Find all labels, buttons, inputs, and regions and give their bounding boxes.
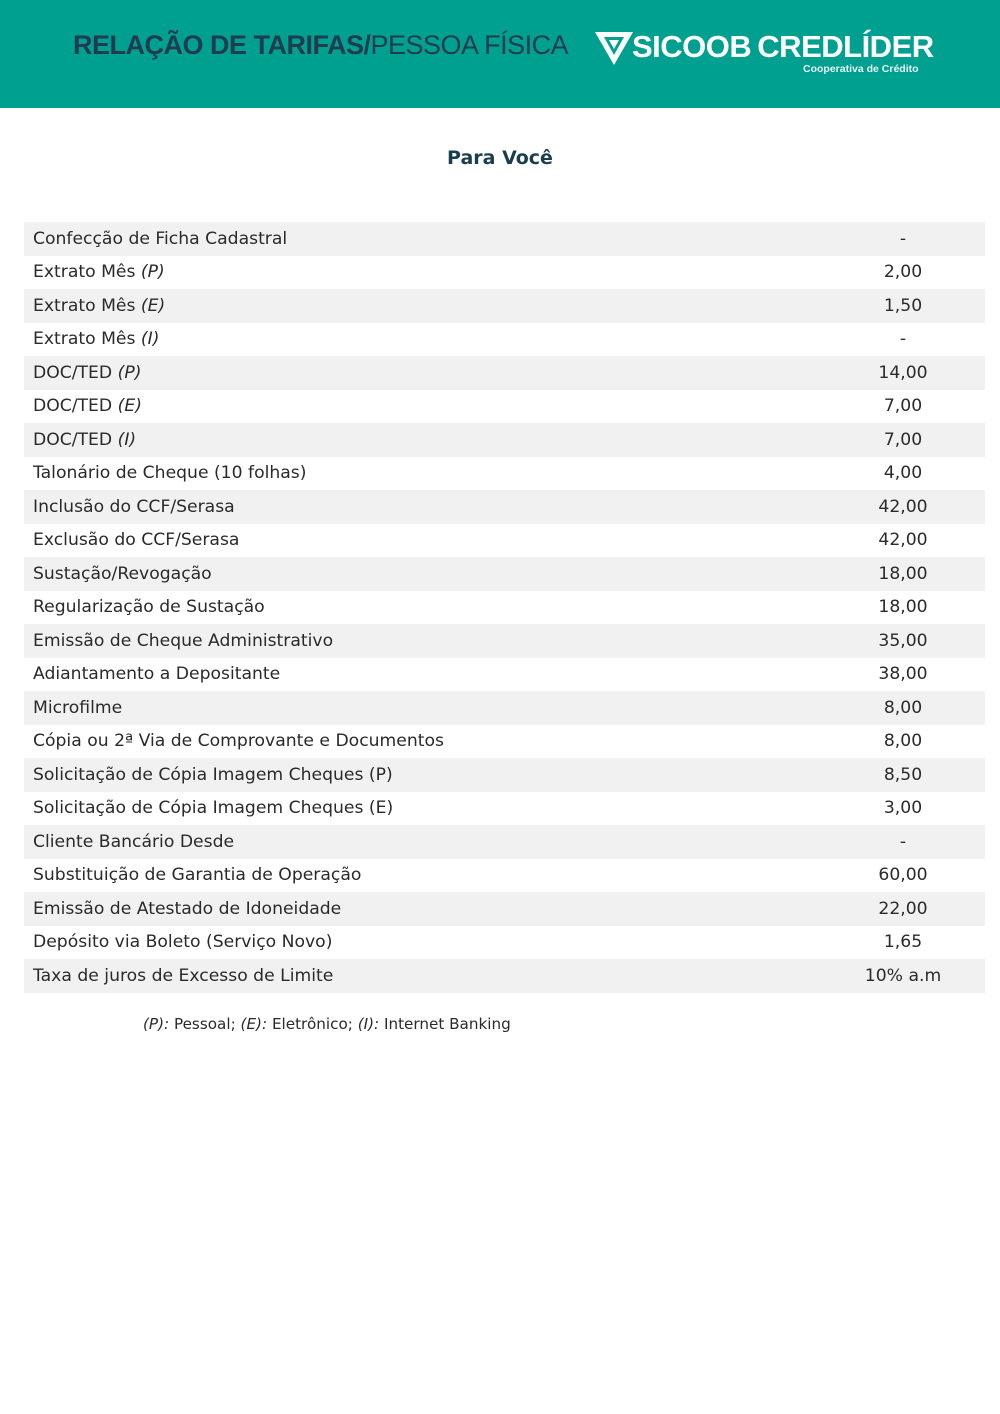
rate-label-text: Extrato Mês — [33, 329, 136, 350]
table-row — [24, 490, 985, 524]
legend-p-text: Pessoal; — [173, 1015, 236, 1033]
rate-label-text: Depósito via Boleto (Serviço Novo) — [33, 932, 333, 953]
brand-name — [632, 29, 934, 65]
rate-value: 35,00 — [878, 630, 928, 651]
table-row — [24, 926, 985, 960]
rate-label — [24, 463, 823, 483]
table-row — [24, 256, 985, 290]
rate-label-tag: (E) — [140, 295, 166, 316]
brand-tagline: Cooperativa de Crédito — [803, 63, 919, 75]
rate-label-text: Extrato Mês — [33, 295, 136, 316]
rate-value: 38,00 — [878, 664, 928, 685]
table-row — [24, 859, 985, 893]
rate-value: 42,00 — [878, 496, 928, 517]
table-row — [24, 289, 985, 323]
table-row — [24, 892, 985, 926]
sicoob-logo-icon — [594, 31, 634, 67]
sicoob-logo — [594, 31, 934, 79]
table-row — [24, 591, 985, 625]
rate-label-text: Solicitação de Cópia Imagem Cheques (E) — [33, 798, 394, 819]
table-row — [24, 222, 985, 256]
rate-label-text: DOC/TED — [33, 396, 113, 417]
rate-label — [24, 396, 823, 416]
rate-label — [24, 296, 823, 316]
table-row — [24, 457, 985, 491]
rate-value: 60,00 — [878, 865, 928, 886]
rate-label — [24, 765, 823, 785]
rate-label-text: DOC/TED — [33, 362, 113, 383]
rate-value: 7,00 — [883, 429, 923, 450]
legend-i-key: (I): — [357, 1015, 380, 1033]
table-row — [24, 423, 985, 457]
rate-label — [24, 698, 823, 718]
rate-label-text: Solicitação de Cópia Imagem Cheques (P) — [33, 764, 393, 785]
rate-value: 2,00 — [883, 262, 923, 283]
rate-label — [24, 899, 823, 919]
legend — [143, 1015, 511, 1033]
page-header — [0, 0, 1000, 108]
rate-label — [24, 497, 823, 517]
rate-label-tag: (I) — [140, 329, 160, 350]
rate-label-text: Confecção de Ficha Cadastral — [33, 228, 288, 249]
rate-value: 18,00 — [878, 563, 928, 584]
table-row — [24, 658, 985, 692]
rate-label-text: Cópia ou 2ª Via de Comprovante e Documentos — [33, 731, 444, 752]
table-row — [24, 725, 985, 759]
rate-value: 8,00 — [883, 731, 923, 752]
rate-label — [24, 631, 823, 651]
rate-label-tag: (E) — [117, 396, 142, 417]
rate-label-tag: (P) — [117, 362, 142, 383]
table-row — [24, 825, 985, 859]
rate-value: 10% a.m — [864, 965, 942, 986]
table-row — [24, 356, 985, 390]
rate-label-text: Substituição de Garantia de Operação — [33, 865, 362, 886]
brand-part2: CREDLÍDER — [757, 29, 934, 64]
rate-value: 1,50 — [883, 295, 923, 316]
rate-label — [24, 966, 823, 986]
table-row — [24, 758, 985, 792]
rate-value: - — [899, 831, 907, 852]
rate-label-text: Emissão de Cheque Administrativo — [33, 630, 334, 651]
rate-label — [24, 262, 823, 282]
table-row — [24, 323, 985, 357]
rate-value: 22,00 — [878, 898, 928, 919]
rate-label — [24, 430, 823, 450]
table-row — [24, 524, 985, 558]
rate-label-text: Inclusão do CCF/Serasa — [33, 496, 235, 517]
rate-label — [24, 564, 823, 584]
rate-label-text: Regularização de Sustação — [33, 597, 265, 618]
rate-label-text: Adiantamento a Depositante — [33, 664, 281, 685]
table-row — [24, 959, 985, 993]
rate-label — [24, 229, 823, 249]
rate-label — [24, 798, 823, 818]
rate-value: 7,00 — [883, 396, 923, 417]
rate-label-text: Sustação/Revogação — [33, 563, 212, 584]
rate-label — [24, 832, 823, 852]
rate-value: - — [899, 228, 907, 249]
rate-label — [24, 530, 823, 550]
rate-value: 8,00 — [883, 697, 923, 718]
rate-value: 3,00 — [883, 798, 923, 819]
table-row — [24, 691, 985, 725]
rate-label — [24, 363, 823, 383]
rate-value: - — [899, 329, 907, 350]
table-row — [24, 792, 985, 826]
brand-part1: SICOOB — [632, 29, 752, 64]
rate-label — [24, 597, 823, 617]
rate-label-text: DOC/TED — [33, 429, 113, 450]
table-row — [24, 624, 985, 658]
rate-label-text: Exclusão do CCF/Serasa — [33, 530, 240, 551]
rate-label — [24, 664, 823, 684]
rate-label-text: Extrato Mês — [33, 262, 136, 283]
legend-i-text: Internet Banking — [383, 1015, 511, 1033]
rate-value: 1,65 — [883, 932, 923, 953]
rate-label-tag: (P) — [140, 262, 165, 283]
rate-value: 8,50 — [883, 764, 923, 785]
rates-table — [24, 222, 985, 993]
rate-label — [24, 932, 823, 952]
rate-label-text: Cliente Bancário Desde — [33, 831, 235, 852]
table-row — [24, 557, 985, 591]
rate-label-text: Emissão de Atestado de Idoneidade — [33, 898, 342, 919]
document-title — [73, 30, 568, 61]
rate-label-text: Microfilme — [33, 697, 123, 718]
legend-e-text: Eletrônico; — [271, 1015, 353, 1033]
rate-value: 18,00 — [878, 597, 928, 618]
legend-p-key: (P): — [143, 1015, 170, 1033]
rate-value: 42,00 — [878, 530, 928, 551]
legend-e-key: (E): — [240, 1015, 268, 1033]
section-title: Para Você — [447, 147, 553, 169]
rate-label — [24, 329, 823, 349]
rate-label — [24, 865, 823, 885]
table-row — [24, 390, 985, 424]
title-bold: RELAÇÃO DE TARIFAS/ — [73, 30, 371, 60]
rate-value: 14,00 — [878, 362, 928, 383]
title-light: PESSOA FÍSICA — [370, 30, 569, 60]
rate-label-text: Taxa de juros de Excesso de Limite — [33, 965, 334, 986]
rate-label — [24, 731, 823, 751]
rate-label-text: Talonário de Cheque (10 folhas) — [33, 463, 307, 484]
rate-label-tag: (I) — [117, 429, 137, 450]
rate-value: 4,00 — [883, 463, 923, 484]
